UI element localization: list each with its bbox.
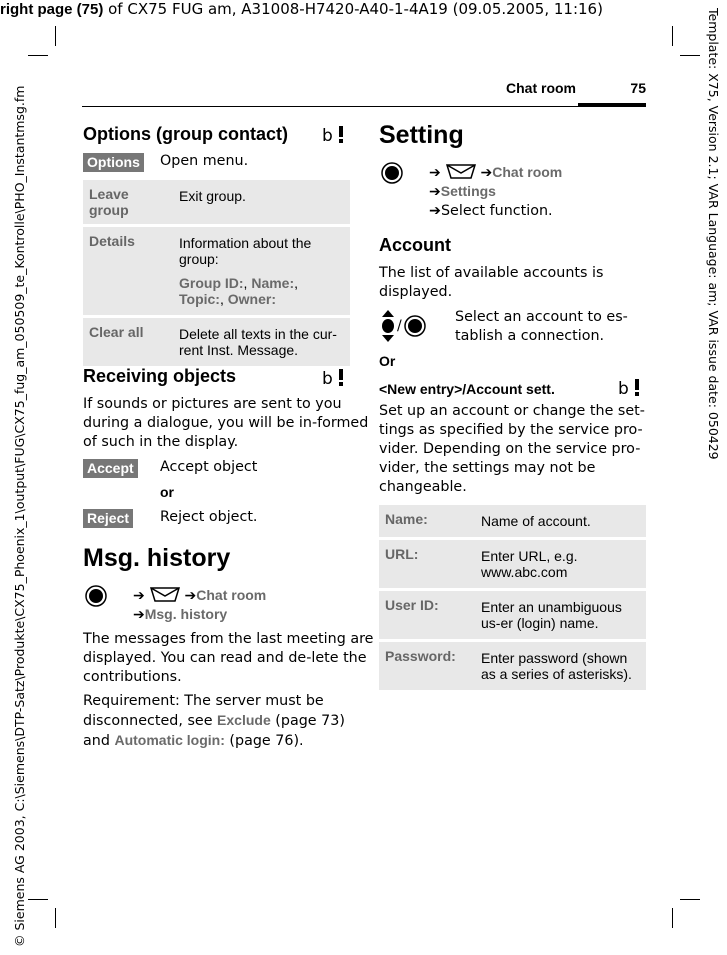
envelope-icon [445, 162, 477, 180]
table-key: URL: [379, 540, 475, 588]
or-label: Or [379, 353, 396, 369]
history-path-line-2 [133, 606, 227, 623]
crop-mark [672, 908, 673, 928]
svg-text:b: b [322, 369, 333, 387]
table-value: Enter password (shown as a series of asterisks). [475, 642, 646, 690]
header-rule [82, 106, 646, 107]
requirement-text [83, 692, 375, 751]
arrow-icon: ➔ [429, 164, 441, 180]
table-key: Leave group [83, 180, 173, 224]
table-value: Delete all texts in the cur-rent Inst. Message. [173, 318, 350, 366]
owner-label: Owner: [227, 291, 276, 307]
options-softkey[interactable]: Options [83, 153, 144, 172]
page-number: 75 [630, 80, 646, 96]
arrow-icon: ➔ [184, 587, 197, 603]
arrow-icon: ➔ [480, 164, 493, 180]
table-row [379, 505, 646, 537]
top-meta-rest: of CX75 FUG am, A31008-H7420-A40-1-4A19 (09.05.2005, 11:16) [103, 0, 603, 18]
setup-text: Set up an account or change the set-tings as specified by the service pro-vider. Depending on the service pro-vider, the settings may not be changeable. [379, 403, 645, 495]
arrow-icon: ➔ [429, 203, 441, 219]
reject-softkey[interactable]: Reject [83, 509, 133, 528]
table-key: Details [83, 227, 173, 315]
table-value: Name of account. [475, 505, 646, 537]
automatic-login-link[interactable]: Automatic login: [114, 732, 225, 748]
group-id-label: Group ID: [179, 275, 244, 291]
crop-mark [28, 899, 48, 900]
details-fields [179, 275, 344, 307]
requirement-part: Requirement: The server must be disconnected, see [83, 693, 324, 729]
top-meta-line [0, 0, 603, 18]
crop-mark [55, 26, 56, 46]
menu-chat-room[interactable]: Chat room [492, 164, 563, 180]
receiving-heading: Receiving objects [83, 366, 237, 386]
options-description: Open menu. [160, 153, 249, 169]
header-rule-thick [578, 103, 646, 107]
svg-text:b: b [618, 379, 629, 397]
setting-path-line-3 [429, 202, 553, 221]
navigation-key-icon [85, 585, 107, 607]
setting-heading: Setting [379, 121, 464, 149]
crop-mark [680, 899, 700, 900]
receiving-text: If sounds or pictures are sent to you during a dialogue, you will be in-formed of such in the display. [83, 396, 369, 450]
options-table [83, 177, 350, 369]
arrow-icon: ➔ [133, 587, 145, 603]
table-row [379, 540, 646, 588]
table-value: Exit group. [173, 180, 350, 224]
side-template-info: Template: X75, Version 2.1; VAR Language: am; VAR issue date: 050429 [706, 8, 721, 460]
menu-chat-room[interactable]: Chat room [196, 587, 267, 603]
topic-label: Topic: [179, 291, 220, 307]
side-copyright-path: © Siemens AG 2003, C:\Siemens\DTP-Satz\Produkte\CX75_Phoenix_1\output\FUG\CX75_fug_am_050509_te_Kontrolle\PHO_Instantmsg.fm [12, 85, 27, 947]
history-path-line-1 [133, 585, 266, 604]
requirement-part: (page 76). [224, 733, 304, 749]
table-row [83, 318, 350, 366]
setting-path-line-2 [429, 183, 496, 200]
table-key: Clear all [83, 318, 173, 366]
options-heading: Options (group contact) [83, 124, 288, 144]
table-row [379, 642, 646, 690]
details-text: Information about the group: [179, 235, 312, 267]
crop-mark [672, 26, 673, 46]
arrow-icon: ➔ [133, 606, 145, 622]
table-value: Enter an unambiguous us-er (login) name. [475, 591, 646, 639]
svg-text:b: b [322, 126, 333, 144]
arrow-icon: ➔ [429, 183, 441, 199]
exclude-link[interactable]: Exclude [217, 712, 271, 728]
svg-text:/: / [397, 318, 402, 334]
menu-msg-history[interactable]: Msg. history [144, 606, 228, 622]
table-value [173, 227, 350, 315]
account-text: The list of available accounts is displayed. [379, 265, 604, 300]
network-dependent-icon [322, 367, 350, 387]
table-value: Enter URL, e.g. www.abc.com [475, 540, 646, 588]
crop-mark [55, 908, 56, 928]
separator: , [294, 275, 299, 291]
account-table [379, 502, 646, 693]
account-heading: Account [379, 235, 451, 255]
or-label: or [160, 484, 174, 500]
reject-description: Reject object. [160, 509, 258, 525]
table-key: Password: [379, 642, 475, 690]
network-dependent-icon [322, 124, 350, 144]
table-key: User ID: [379, 591, 475, 639]
name-label: Name: [251, 275, 295, 291]
new-entry-label: <New entry>/Account sett. [379, 381, 555, 397]
crop-mark [680, 55, 700, 56]
table-row [83, 227, 350, 315]
table-row [379, 591, 646, 639]
crop-mark [28, 55, 48, 56]
accept-softkey[interactable]: Accept [83, 459, 138, 478]
network-dependent-icon [618, 377, 646, 397]
setting-path-line-1 [429, 162, 562, 181]
requirement-part: (page 73) and [83, 713, 345, 749]
navigation-key-icon [381, 162, 403, 184]
select-account-text: Select an account to es-tablish a connection. [455, 309, 628, 344]
accept-description: Accept object [160, 459, 258, 475]
page-header-title: Chat room [506, 80, 576, 96]
separator: , [243, 275, 252, 291]
table-key: Name: [379, 505, 475, 537]
history-heading: Msg. history [83, 544, 231, 572]
select-function-text: Select function. [440, 203, 553, 219]
history-text: The messages from the last meeting are displayed. You can read and de-lete the contributions. [83, 631, 374, 685]
top-meta-prefix: right page (75) [0, 1, 104, 18]
menu-settings[interactable]: Settings [440, 183, 496, 199]
separator: , [219, 291, 228, 307]
navigation-select-icon [380, 308, 428, 344]
envelope-icon [149, 585, 181, 603]
table-row [83, 180, 350, 224]
